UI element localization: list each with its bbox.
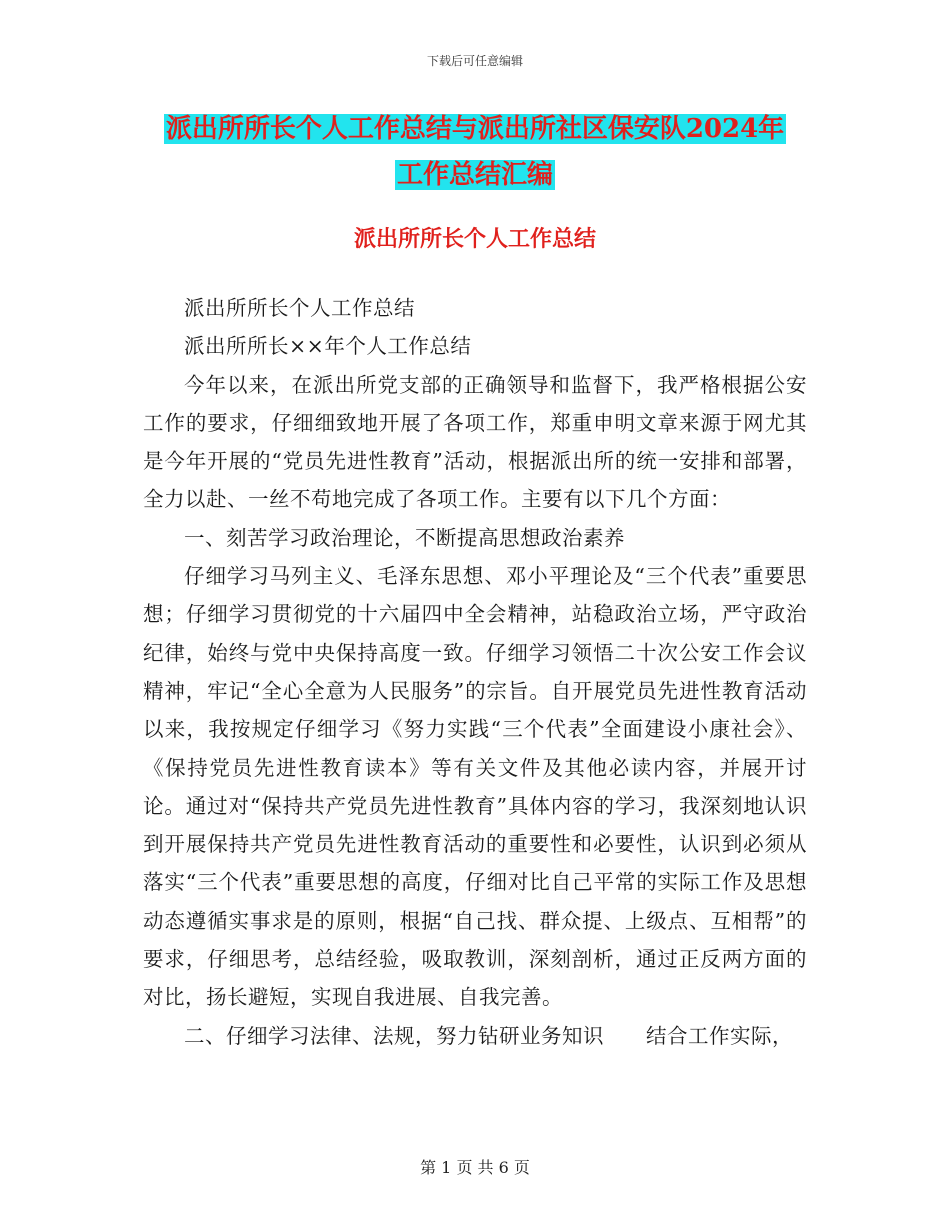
paragraph-heading-1: 一、刻苦学习政治理论，不断提高思想政治素养 (184, 525, 625, 550)
page-number: 第 1 页 共 6 页 (420, 1158, 530, 1177)
paragraph-body-1: 仔细学习马列主义、毛泽东思想、邓小平理论及“三个代表”重要思想；仔细学习贯彻党的十六届四中全会精神，站稳政治立场，严守政治纪律，始终与党中央保持高度一致。仔细学习领悟二十次公安工作会议精神，牢记“全心全意为人民服务”的宗旨。自开展党员先进性教育活动以来，我按规定仔细学习《努力实践“三个代表”全面建设小康社会》、《保持党员先进性教育读本》等有关文件及其他必读内容，并展开讨论。通过对“保持共产党员先进性教育”具体内容的学习，我深刻地认识到开展保持共产党员先进性教育活动的重要性和必要性，认识到必须从落实“三个代表”重要思想的高度，仔细对比自己平常的实际工作及思想动态遵循实事求是的原则，根据“自己找、群众提、上级点、互相帮”的要求，仔细思考，总结经验，吸取教训，深刻剖析，通过正反两方面的对比，扬长避短，实现自我进展、自我完善。 (143, 564, 807, 1010)
document-title-line-2: 工作总结汇编 (396, 160, 553, 190)
paragraph-subtitle-year: 派出所所长××年个人工作总结 (184, 334, 472, 359)
paragraph-heading-2: 二、仔细学习法律、法规，努力钻研业务知识 结合工作实际， (184, 1023, 793, 1048)
paragraph-intro: 今年以来，在派出所党支部的正确领导和监督下，我严格根据公安工作的要求，仔细细致地开展了各项工作，郑重申明文章来源于网尤其是今年开展的“党员先进性教育”活动，根据派出所的统一安排和部署，全力以赴、一丝不苟地完成了各项工作。主要有以下几个方面： (143, 372, 807, 512)
paragraph-subtitle: 派出所所长个人工作总结 (184, 296, 415, 320)
page-header-note: 下载后可任意编辑 (426, 54, 523, 68)
document-title (0, 106, 950, 198)
document-title-line-1: 派出所所长个人工作总结与派出所社区保安队2024年 (165, 114, 785, 144)
document-body (143, 289, 807, 1055)
section-title: 派出所所长个人工作总结 (353, 226, 596, 252)
